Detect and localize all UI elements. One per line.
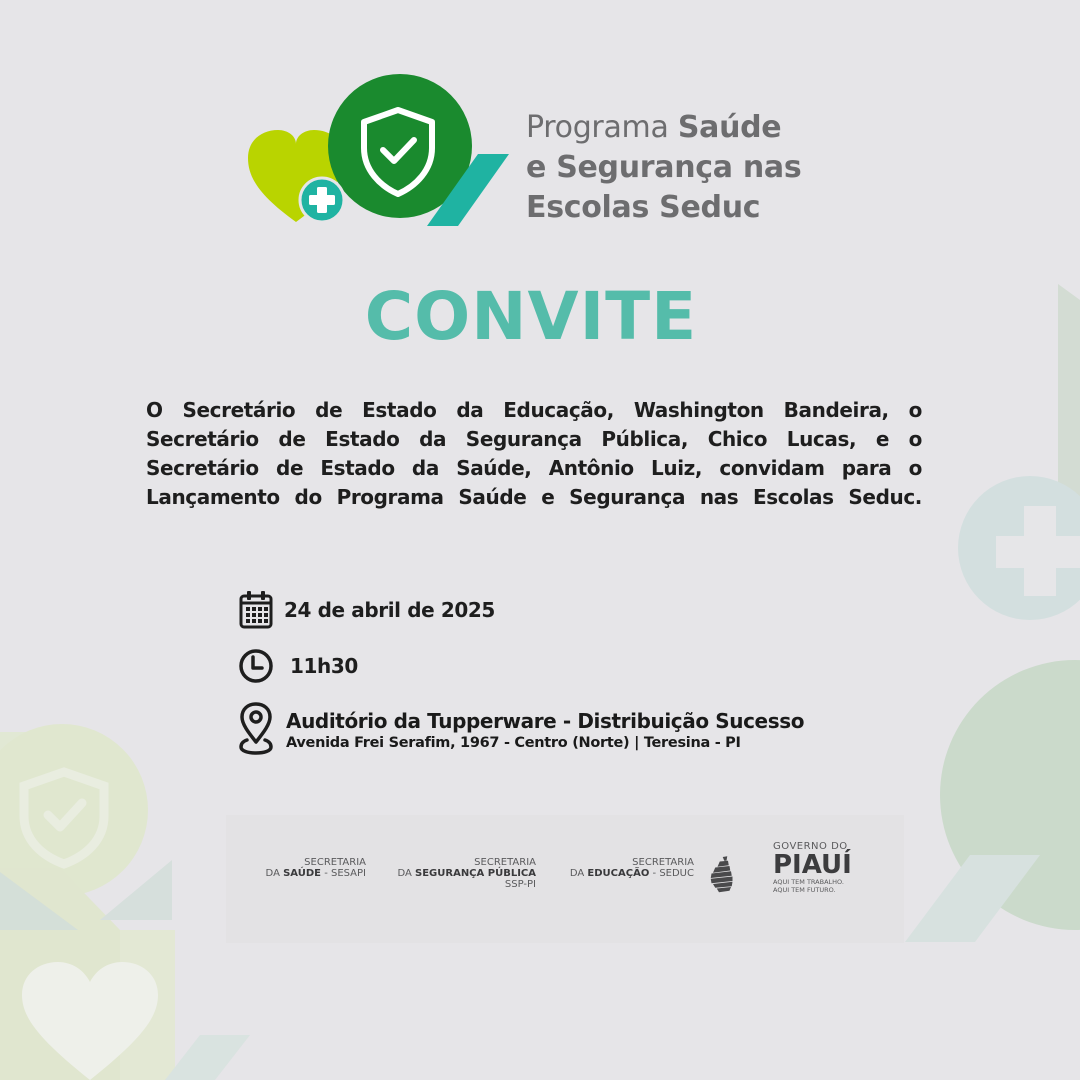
logo-secretaria-seguranca: SECRETARIA DA SEGURANÇA PÚBLICA SSP-PI [397,857,536,890]
event-time: 11h30 [290,654,358,678]
event-date: 24 de abril de 2025 [284,598,495,622]
title-bold: Saúde [677,110,782,145]
title-line-3: Escolas Seduc [526,190,761,225]
plus-icon [300,178,344,222]
location-pin-icon [238,702,274,758]
event-time-row [238,648,358,684]
invitation-text: O Secretário de Estado da Educação, Washington Bandeira, o Secretário de Estado da Segurança Pública, Chico Lucas, e o Secretário de Estado da Saúde, Antônio Luiz, convidam para o Lançamento do Programa Saúde e Segurança nas Escolas Seduc. [146,398,922,509]
program-title [526,108,801,228]
sponsor-logos-bar [226,815,904,943]
clock-icon [238,648,274,684]
event-location-row [238,702,804,758]
invite-heading: CONVITE [364,278,698,355]
title-line-2: e Segurança nas [526,150,802,185]
logo-governo-piaui: GOVERNO DO PIAUÍ AQUI TEM TRABALHO. AQUI TEM FUTURO. [773,841,852,894]
piaui-map-icon [710,823,770,927]
title-regular: Programa [526,110,669,145]
logo-secretaria-educacao: SECRETARIA DA EDUCAÇÃO - SEDUC [569,857,694,879]
logo-secretaria-saude: SECRETARIA DA SAÚDE - SESAPI [265,857,366,879]
event-date-row [238,590,495,630]
calendar-icon [238,590,274,630]
event-venue: Auditório da Tupperware - Distribuição Sucesso [286,709,805,733]
program-logo [246,74,516,234]
event-address: Avenida Frei Serafim, 1967 - Centro (Norte) | Teresina - PI [286,735,741,751]
